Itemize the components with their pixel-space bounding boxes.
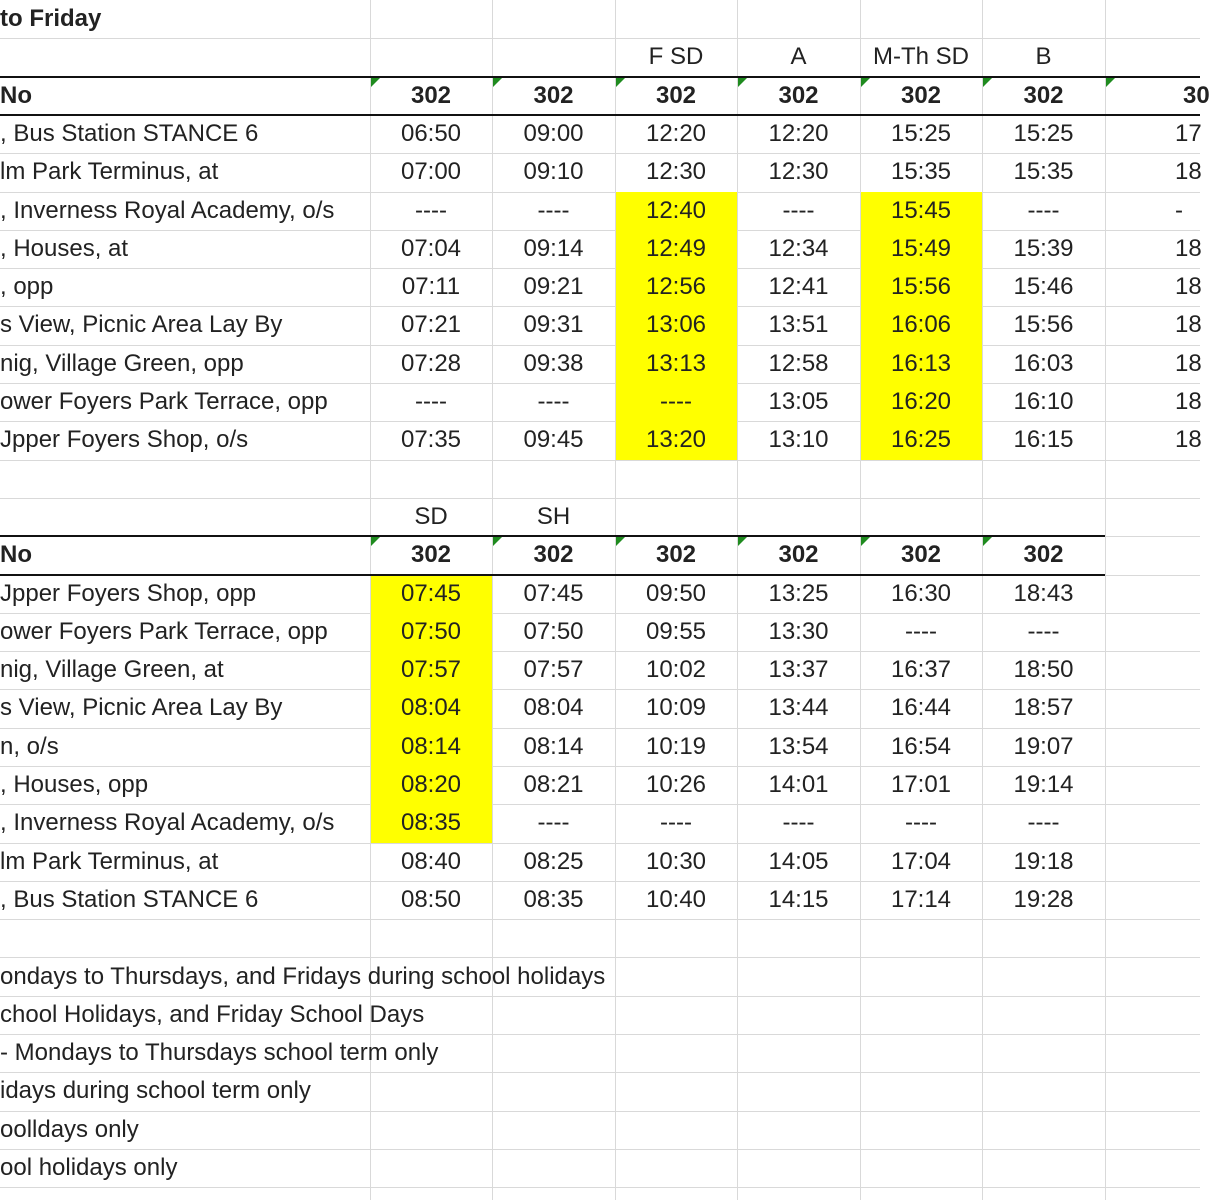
departure-time: 18 (1175, 273, 1202, 301)
stop-name: nig, Village Green, opp (0, 349, 244, 377)
departure-time: 08:35 (523, 885, 584, 913)
service-number: 302 (410, 81, 452, 109)
service-number: 302 (533, 81, 574, 109)
sheet-title: to Friday (0, 5, 102, 32)
departure-time: 08:14 (523, 732, 584, 760)
departure-time: 16:13 (890, 349, 952, 377)
service-code: SH (536, 502, 571, 530)
departure-time: ---- (782, 809, 815, 837)
service-number: 30 (1183, 81, 1210, 109)
departure-time: 19:28 (1013, 885, 1074, 913)
departure-time: 09:50 (645, 579, 707, 607)
service-number: 302 (410, 541, 452, 569)
departure-time: 08:04 (400, 694, 462, 722)
departure-time: 08:21 (523, 771, 584, 798)
departure-time: 12:41 (768, 273, 829, 301)
departure-time: 07:28 (400, 349, 462, 377)
departure-time: 07:04 (400, 234, 462, 262)
service-number: 302 (533, 541, 574, 569)
departure-time: 17:04 (890, 847, 952, 875)
departure-time: 14:15 (768, 885, 829, 913)
service-number: 302 (1023, 541, 1064, 569)
departure-time: 13:44 (768, 694, 829, 722)
departure-time: 18 (1175, 349, 1202, 377)
departure-time: 16:54 (890, 732, 952, 760)
header-label: No (0, 81, 32, 109)
departure-time: 19:18 (1013, 847, 1074, 875)
departure-time: 09:45 (523, 426, 584, 454)
header-rule (0, 535, 1105, 537)
comment-marker (493, 78, 502, 87)
departure-time: 10:09 (645, 694, 707, 722)
departure-time: 12:30 (768, 158, 829, 186)
departure-time: 16:25 (890, 426, 952, 454)
departure-time: 07:57 (523, 656, 584, 684)
departure-time: 15:46 (1013, 273, 1074, 301)
comment-marker (371, 537, 380, 546)
departure-time: ---- (905, 809, 937, 837)
departure-time: ---- (537, 196, 570, 224)
comment-marker (983, 78, 992, 87)
departure-time: 18 (1175, 426, 1202, 454)
stop-name: , Bus Station STANCE 6 (0, 119, 259, 147)
departure-time: 18 (1175, 388, 1202, 415)
departure-time: 08:20 (400, 771, 462, 798)
departure-time: 15:39 (1013, 234, 1074, 262)
stop-name: , Inverness Royal Academy, o/s (0, 809, 335, 837)
service-number: 302 (778, 81, 819, 109)
stop-name: lm Park Terminus, at (0, 847, 219, 875)
departure-time: 07:00 (400, 158, 462, 186)
footnote: idays during school term only (0, 1077, 311, 1105)
comment-marker (616, 537, 625, 546)
departure-time: 18 (1175, 311, 1202, 339)
gridline-row (0, 1187, 1200, 1188)
comment-marker (861, 537, 870, 546)
departure-time: 10:19 (645, 732, 707, 760)
stop-name: ower Foyers Park Terrace, opp (0, 617, 328, 645)
service-code: M-Th SD (873, 43, 969, 71)
service-code: F SD (648, 43, 704, 71)
departure-time: 12:20 (645, 119, 707, 147)
departure-time: 13:20 (645, 426, 707, 454)
stop-name: n, o/s (0, 732, 59, 760)
departure-time: ---- (1027, 196, 1060, 224)
gridline-row (0, 919, 1200, 920)
departure-time: 09:14 (523, 234, 584, 262)
departure-time: 18:43 (1013, 579, 1074, 607)
stop-name: s View, Picnic Area Lay By (0, 694, 283, 722)
departure-time: 10:30 (645, 847, 707, 875)
stop-name: , Houses, at (0, 234, 129, 262)
departure-time: 13:10 (768, 426, 829, 454)
departure-time: 08:40 (400, 847, 462, 875)
service-number: 302 (900, 81, 942, 109)
comment-marker (983, 537, 992, 546)
departure-time: 08:14 (400, 732, 462, 760)
departure-time: ---- (660, 388, 692, 415)
service-code: A (790, 43, 807, 71)
departure-time: 12:56 (645, 273, 707, 301)
departure-time: 18 (1175, 158, 1202, 186)
departure-time: - (1175, 196, 1183, 224)
departure-time: 12:49 (645, 234, 707, 262)
footnote: ool holidays only (0, 1154, 178, 1181)
departure-time: 15:25 (1013, 119, 1074, 147)
stop-name: , opp (0, 273, 54, 301)
departure-time: 17:14 (890, 885, 952, 913)
departure-time: 18 (1175, 234, 1202, 262)
departure-time: ---- (415, 388, 447, 415)
departure-time: 07:11 (401, 273, 461, 301)
departure-time: 17 (1175, 119, 1202, 147)
service-number: 302 (1023, 81, 1064, 109)
departure-time: 06:50 (400, 119, 462, 147)
departure-time: 18:57 (1013, 694, 1074, 722)
departure-time: 14:01 (768, 771, 829, 798)
service-number: 302 (900, 541, 942, 569)
footnote: ondays to Thursdays, and Fridays during school holidays (0, 962, 606, 990)
stop-name: s View, Picnic Area Lay By (0, 311, 283, 339)
departure-time: 07:50 (523, 617, 584, 645)
departure-time: 08:35 (400, 809, 462, 837)
departure-time: ---- (415, 196, 447, 224)
departure-time: 15:35 (1013, 158, 1074, 186)
departure-time: 12:30 (645, 158, 707, 186)
stop-name: , Inverness Royal Academy, o/s (0, 196, 335, 224)
departure-time: 07:21 (400, 311, 462, 339)
departure-time: 15:49 (890, 234, 952, 262)
departure-time: 15:45 (890, 196, 952, 224)
comment-marker (616, 78, 625, 87)
departure-time: 09:55 (645, 617, 707, 645)
stop-name: nig, Village Green, at (0, 656, 224, 684)
comment-marker (493, 537, 502, 546)
service-code: B (1035, 43, 1052, 71)
departure-time: 15:56 (1013, 311, 1074, 339)
stop-name: Jpper Foyers Shop, opp (0, 579, 257, 607)
gridline-row (0, 460, 1200, 461)
departure-time: 13:05 (768, 388, 829, 415)
departure-time: 10:26 (645, 771, 707, 798)
departure-time: 13:37 (768, 656, 829, 684)
departure-time: 07:45 (400, 579, 462, 607)
comment-marker (738, 78, 747, 87)
footnote: chool Holidays, and Friday School Days (0, 1000, 425, 1028)
departure-time: 17:01 (890, 771, 952, 798)
departure-time: 12:58 (768, 349, 829, 377)
service-number: 302 (778, 541, 819, 569)
stop-name: , Bus Station STANCE 6 (0, 885, 259, 913)
departure-time: 08:25 (523, 847, 584, 875)
departure-time: ---- (905, 617, 937, 645)
departure-time: 07:50 (400, 617, 462, 645)
departure-time: 07:35 (400, 426, 462, 454)
departure-time: 16:20 (890, 388, 952, 415)
departure-time: 09:00 (523, 119, 584, 147)
departure-time: ---- (1027, 809, 1060, 837)
departure-time: 18:50 (1013, 656, 1074, 684)
comment-marker (371, 78, 380, 87)
departure-time: ---- (537, 809, 570, 837)
departure-time: 13:54 (768, 732, 829, 760)
departure-time: 15:56 (890, 273, 952, 301)
departure-time: 13:13 (645, 349, 707, 377)
service-number: 302 (655, 81, 697, 109)
departure-time: 09:38 (523, 349, 584, 377)
header-rule (0, 76, 1200, 78)
departure-time: 08:50 (400, 885, 462, 913)
footnote: oolldays only (0, 1115, 139, 1143)
comment-marker (738, 537, 747, 546)
departure-time: 12:34 (768, 234, 829, 262)
departure-time: 19:14 (1013, 771, 1074, 798)
service-code: SD (414, 502, 448, 530)
stop-name: , Houses, opp (0, 771, 149, 798)
departure-time: 16:30 (890, 579, 952, 607)
departure-time: 16:44 (890, 694, 952, 722)
departure-time: 07:45 (523, 579, 584, 607)
departure-time: 10:40 (645, 885, 707, 913)
departure-time: 10:02 (645, 656, 707, 684)
departure-time: 16:37 (890, 656, 952, 684)
departure-time: ---- (537, 388, 570, 415)
comment-marker (861, 78, 870, 87)
departure-time: 09:31 (523, 311, 584, 339)
footnote: - Mondays to Thursdays school term only (0, 1039, 439, 1067)
departure-time: 13:25 (768, 579, 829, 607)
departure-time: 12:20 (768, 119, 829, 147)
departure-time: 13:06 (645, 311, 707, 339)
departure-time: 16:03 (1013, 349, 1074, 377)
stop-name: lm Park Terminus, at (0, 158, 219, 186)
departure-time: 15:25 (890, 119, 952, 147)
departure-time: 15:35 (890, 158, 952, 186)
service-number: 302 (655, 541, 697, 569)
departure-time: 19:07 (1013, 732, 1074, 760)
departure-time: 07:57 (400, 656, 462, 684)
departure-time: 13:51 (768, 311, 829, 339)
departure-time: 09:21 (523, 273, 584, 301)
comment-marker (1106, 78, 1115, 87)
departure-time: ---- (782, 196, 815, 224)
departure-time: 16:15 (1013, 426, 1074, 454)
stop-name: Jpper Foyers Shop, o/s (0, 426, 249, 454)
departure-time: 13:30 (768, 617, 829, 645)
departure-time: 14:05 (768, 847, 829, 875)
header-label: No (0, 541, 32, 569)
departure-time: 08:04 (523, 694, 584, 722)
stop-name: ower Foyers Park Terrace, opp (0, 388, 328, 415)
departure-time: ---- (1027, 617, 1060, 645)
departure-time: 16:10 (1013, 388, 1074, 415)
departure-time: 09:10 (523, 158, 584, 186)
departure-time: 12:40 (645, 196, 707, 224)
departure-time: 16:06 (890, 311, 952, 339)
departure-time: ---- (660, 809, 692, 837)
